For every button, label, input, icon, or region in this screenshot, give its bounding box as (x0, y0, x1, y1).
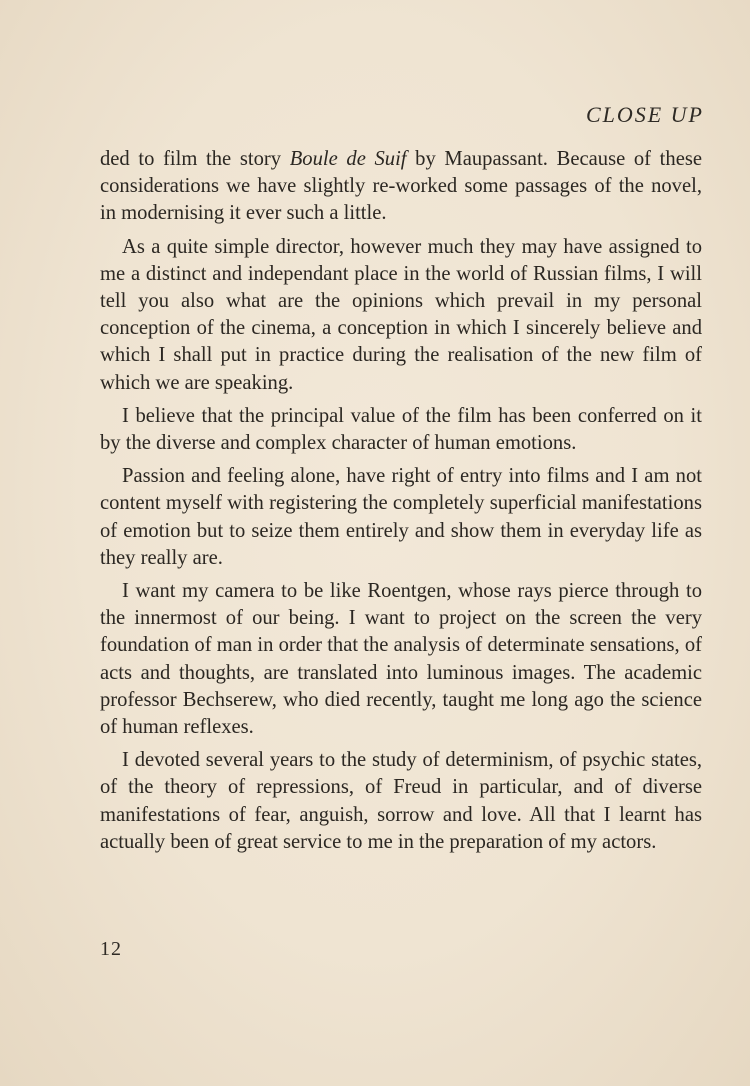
paragraph-1-start: ded to film the story (100, 148, 290, 170)
page-number: 12 (100, 938, 122, 960)
paragraph-6: I devoted several years to the study of determinism, of psychic states, of the theory of repressions, of Freud in particular, and of diverse manifestations of fear, anguish, sorrow and love. All that I learnt has actually been of great service to me in the preparation of my actors. (100, 749, 702, 853)
paragraph-1 (100, 146, 702, 228)
body-text (100, 146, 702, 862)
paragraph-4: Passion and feeling alone, have right of entry into films and I am not content myself with registering the completely superficial manifestations of emotion but to seize them entirely and show them in everyday life as they really are. (100, 465, 702, 569)
book-title-italic: Boule de Suif (289, 148, 407, 170)
paragraph-1-end: by Maupassant. Because of these considerations we have slightly re-worked some passages of the novel, in modernising it ever such a little. (100, 148, 702, 225)
paragraph-2: As a quite simple director, however much they may have assigned to me a distinct and independant place in the world of Russian films, I will tell you also what are the opinions which prevail in my personal conception of the cinema, a conception in which I sincerely believe and which I shall put in practice during the realisation of the new film of which we are speaking. (100, 235, 702, 394)
paragraph-3: I believe that the principal value of the film has been conferred on it by the diverse and complex character of human emotions. (100, 404, 702, 455)
paragraph-5: I want my camera to be like Roentgen, whose rays pierce through to the innermost of our being. I want to project on the screen the very foundation of man in order that the analysis of determinate sensations, of acts and thoughts, are translated into luminous images. The academic professor Bechserew, who died recently, taught me long ago the science of human reflexes. (100, 580, 702, 739)
running-head: CLOSE UP (585, 102, 704, 127)
